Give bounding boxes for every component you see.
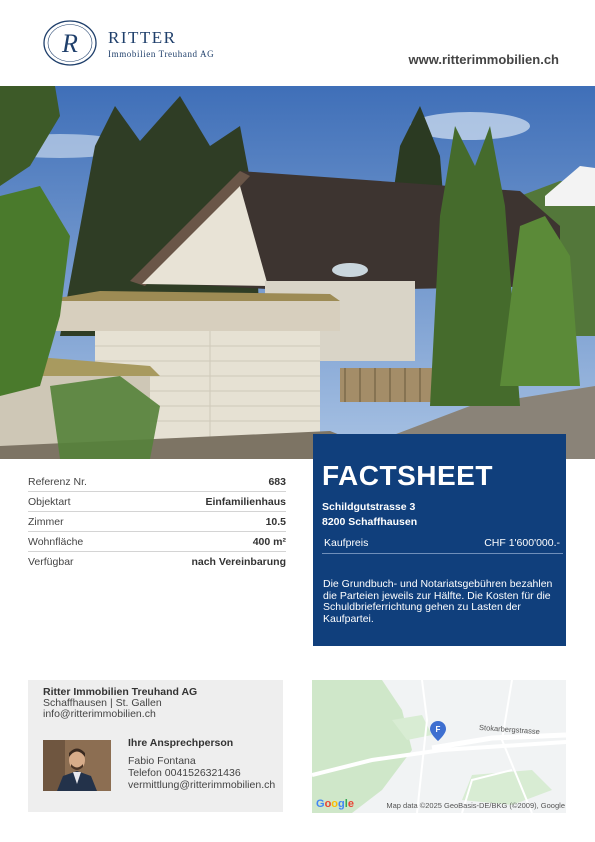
svg-text:F: F — [435, 725, 441, 734]
address-street: Schildgutstrasse 3 — [322, 501, 416, 513]
contact-person-heading: Ihre Ansprechperson — [128, 737, 234, 749]
fact-row-reference — [28, 472, 286, 492]
map-background — [312, 680, 566, 813]
fact-row-object-type — [28, 492, 286, 512]
fact-value: 10.5 — [265, 515, 286, 528]
price-row — [322, 535, 563, 554]
fact-row-rooms — [28, 512, 286, 532]
fact-label: Verfügbar — [28, 555, 74, 568]
contact-person-phone[interactable]: Telefon 0041526321436 — [128, 767, 241, 779]
company-email[interactable]: info@ritterimmobilien.ch — [43, 708, 156, 720]
map-pin-icon[interactable] — [430, 721, 446, 741]
page-header — [0, 0, 595, 86]
company-cities: Schaffhausen | St. Gallen — [43, 697, 162, 709]
fact-row-availability — [28, 552, 286, 571]
website-link[interactable]: www.ritterimmobilien.ch — [408, 52, 559, 67]
google-logo: Google — [316, 798, 354, 810]
brand-name: RITTER — [108, 28, 177, 47]
map-street-label: Stokarbergstrasse — [478, 722, 541, 737]
contact-box — [28, 680, 283, 812]
fact-value: 400 m² — [252, 535, 286, 548]
contact-person-name: Fabio Fontana — [128, 755, 196, 767]
company-name: Ritter Immobilien Treuhand AG — [43, 686, 198, 698]
fact-value: Einfamilienhaus — [205, 495, 286, 508]
price-value: CHF 1'600'000.- — [484, 537, 560, 549]
factsheet-title: FACTSHEET — [322, 460, 493, 491]
price-label: Kaufpreis — [324, 537, 369, 549]
brand-subtitle: Immobilien Treuhand AG — [108, 49, 215, 59]
fact-value: nach Vereinbarung — [191, 555, 286, 568]
map-attribution: Map data ©2025 GeoBasis-DE/BKG (©2009), Google — [386, 801, 565, 810]
ritter-logo-icon — [42, 19, 98, 67]
location-map[interactable] — [312, 680, 566, 813]
contact-person-email[interactable]: vermittlung@ritterimmobilien.ch — [128, 779, 276, 791]
property-photo — [0, 86, 595, 459]
fact-label: Referenz Nr. — [28, 475, 87, 488]
fact-value: 683 — [268, 475, 286, 488]
fact-label: Objektart — [28, 495, 71, 508]
property-facts-table — [28, 472, 286, 571]
fact-row-living-area — [28, 532, 286, 552]
factsheet-box — [313, 434, 566, 646]
address-city: 8200 Schaffhausen — [322, 516, 418, 528]
fact-label: Zimmer — [28, 515, 64, 528]
fee-note: Die Grundbuch- und Notariatsgebühren bezahlen die Parteien jeweils zur Hälfte. Die Kosten für die Schuldbrieferrichtung gehen zu Lasten der Kaufpartei. — [323, 578, 553, 625]
fact-label: Wohnfläche — [28, 535, 84, 548]
svg-text:R: R — [62, 29, 78, 58]
avatar — [43, 740, 111, 791]
